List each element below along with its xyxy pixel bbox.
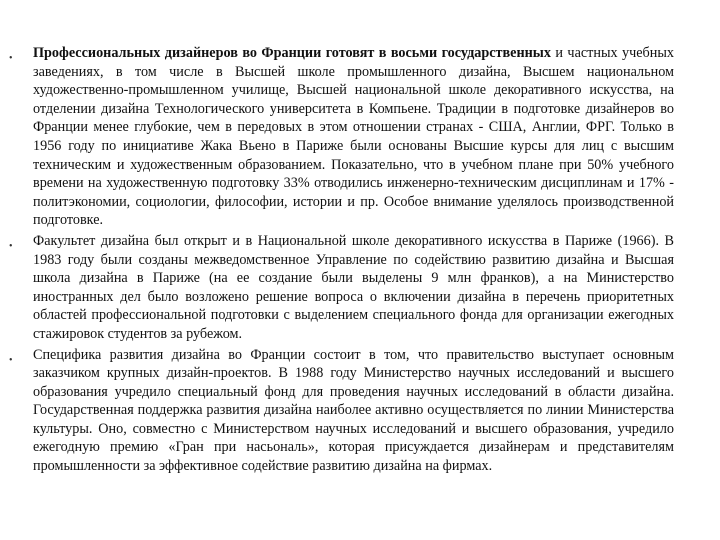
bullet-marker: • xyxy=(9,240,13,252)
bullet-item-2 xyxy=(9,232,674,344)
bullet-item-1 xyxy=(9,44,674,230)
bullet-marker: • xyxy=(9,354,13,366)
bullet-body-text: и частных учебных заведениях, в том числе в Высшей школе промышленного дизайна, Высшем национальном художественно-промышленном училище, Высшей национальной школе декоративного искусства, на отделении дизайна Технологического университета в Компьене. Традиции в подготовке дизайнеров во Франции менее глубокие, чем в передовых в этом отношении странах - США, Англии, ФРГ. Только в 1956 году по инициативе Жака Вьено в Париже были основаны Высшие курсы для лиц с высшим техническим и художественным образованием. Показательно, что в учебном плане при 50% учебного времени на художественную подготовку 33% отводились инженерно-техническим дисциплинам и 17% - политэкономии, социологии, философии, истории и пр. Особое внимание уделялось производственной подготовке. xyxy=(33,45,674,229)
bullet-text xyxy=(33,44,674,230)
bullet-item-3 xyxy=(9,346,674,476)
bullet-text xyxy=(33,232,674,344)
bullet-list xyxy=(9,44,674,478)
bullet-lead-text: Профессиональных дизайнеров во Франции готовят в восьми государственных xyxy=(33,45,551,61)
bullet-body-text: Факультет дизайна был открыт и в Национальной школе декоративного искусства в Париже (1966). В 1983 году были созданы межведомственное Управление по содействию развитию дизайна и Высшая школа дизайна в Париже (на ее создание были выделены 9 млн франков), а на Министерство иностранных дел было возложено решение вопроса о включении дизайна в перечень приоритетных областей профессиональной подготовки с выделением специального фонда для организации ежегодных стажировок студентов за рубежом. xyxy=(33,232,674,342)
bullet-text xyxy=(33,346,674,476)
bullet-body-text: Специфика развития дизайна во Франции состоит в том, что правительство выступает основным заказчиком крупных дизайн-проектов. В 1988 году Министерство научных исследований и высшего образования учредило специальный фонд для проведения научных исследований в области дизайна. Государственная поддержка развития дизайна наиболее активно осуществляется по линии Министерства культуры. Оно, совместно с Министерством научных исследований и высшего образования, учредило ежегодную премию «Гран при насьональ», которая присуждается дизайнерам и представителям промышленности за эффективное содействие развитию дизайна на фирмах. xyxy=(33,346,674,475)
bullet-marker: • xyxy=(9,53,13,64)
